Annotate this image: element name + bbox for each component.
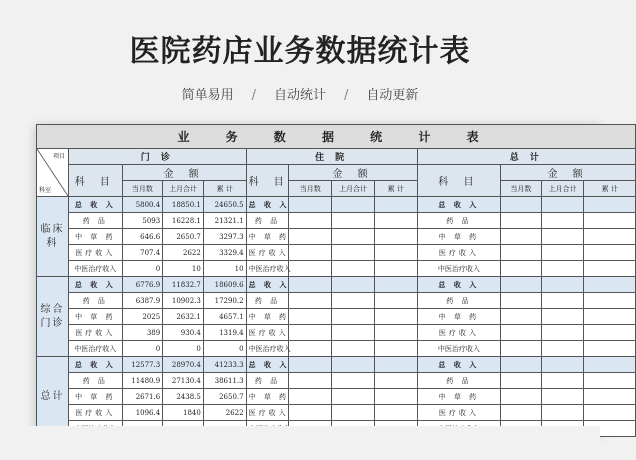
row-label: 医疗收入 xyxy=(246,245,289,261)
amount-cell: 0 xyxy=(203,341,246,357)
empty-cell xyxy=(541,325,584,341)
row-label: 总 收 入 xyxy=(417,357,500,373)
empty-cell xyxy=(332,293,375,309)
empty-cell xyxy=(541,341,584,357)
empty-cell xyxy=(501,229,542,245)
empty-cell xyxy=(374,405,417,421)
row-label: 药 品 xyxy=(246,373,289,389)
empty-cell xyxy=(541,309,584,325)
empty-cell xyxy=(374,357,417,373)
empty-cell xyxy=(289,229,332,245)
row-label: 中 草 药 xyxy=(69,389,122,405)
empty-cell xyxy=(541,261,584,277)
table-row xyxy=(37,197,636,213)
row-label: 总 收 入 xyxy=(69,357,122,373)
amount-cell: 11832.7 xyxy=(163,277,204,293)
row-label: 药 品 xyxy=(246,213,289,229)
empty-cell xyxy=(541,357,584,373)
amount-cell: 2622 xyxy=(163,245,204,261)
statistics-table xyxy=(36,124,636,437)
table-row xyxy=(37,405,636,421)
row-label: 中 草 药 xyxy=(69,309,122,325)
amount-cell: 3297.3 xyxy=(203,229,246,245)
row-label: 医疗收入 xyxy=(69,245,122,261)
row-label: 医疗收入 xyxy=(69,325,122,341)
table-row xyxy=(37,229,636,245)
empty-cell xyxy=(289,309,332,325)
amount-cell: 1096.4 xyxy=(122,405,163,421)
empty-cell xyxy=(541,293,584,309)
empty-cell xyxy=(584,325,636,341)
empty-cell xyxy=(501,213,542,229)
corner-item-label: 项目 xyxy=(53,153,66,160)
empty-cell xyxy=(289,341,332,357)
amount-cell: 12577.3 xyxy=(122,357,163,373)
empty-cell xyxy=(541,229,584,245)
empty-cell xyxy=(584,245,636,261)
row-label: 医疗收入 xyxy=(69,405,122,421)
amount-cell: 16228.1 xyxy=(163,213,204,229)
amount-cell: 1840 xyxy=(163,405,204,421)
amount-cell: 38611.3 xyxy=(203,373,246,389)
empty-cell xyxy=(374,197,417,213)
empty-cell xyxy=(584,341,636,357)
row-label: 总 收 入 xyxy=(246,277,289,293)
empty-cell xyxy=(501,277,542,293)
empty-cell xyxy=(332,197,375,213)
empty-cell xyxy=(374,373,417,389)
row-label: 中医治疗收入 xyxy=(69,341,122,357)
amount-cell: 6776.9 xyxy=(122,277,163,293)
empty-cell xyxy=(501,389,542,405)
empty-cell xyxy=(374,245,417,261)
row-label: 药 品 xyxy=(69,293,122,309)
row-label: 中医治疗收入 xyxy=(246,261,289,277)
amount-cell: 0 xyxy=(163,341,204,357)
empty-cell xyxy=(541,245,584,261)
empty-cell xyxy=(289,245,332,261)
row-label: 总 收 入 xyxy=(69,197,122,213)
col-current-month: 当月数 xyxy=(289,181,332,197)
amount-cell: 10 xyxy=(163,261,204,277)
empty-cell xyxy=(374,261,417,277)
row-label: 总 收 入 xyxy=(417,277,500,293)
empty-cell xyxy=(501,245,542,261)
row-label: 药 品 xyxy=(417,213,500,229)
feature-auto-update: 自动更新 xyxy=(366,88,419,103)
empty-cell xyxy=(374,325,417,341)
feature-auto-stats: 自动统计 xyxy=(273,88,326,103)
empty-cell xyxy=(332,389,375,405)
amount-cell: 6387.9 xyxy=(122,293,163,309)
empty-cell xyxy=(374,277,417,293)
row-label: 中 草 药 xyxy=(417,309,500,325)
empty-cell xyxy=(501,261,542,277)
empty-cell xyxy=(501,325,542,341)
row-label: 中医治疗收入 xyxy=(417,261,500,277)
table-row xyxy=(37,245,636,261)
table-row xyxy=(37,213,636,229)
table-row xyxy=(37,325,636,341)
empty-cell xyxy=(332,245,375,261)
row-label: 总 收 入 xyxy=(417,197,500,213)
row-label: 中 草 药 xyxy=(417,229,500,245)
col-cumulative: 累 计 xyxy=(374,181,417,197)
empty-cell xyxy=(584,309,636,325)
col-current-month: 当月数 xyxy=(122,181,163,197)
feature-easy: 简单易用 xyxy=(181,88,234,103)
subject-header: 科 目 xyxy=(417,165,500,197)
empty-cell xyxy=(541,405,584,421)
amount-cell: 0 xyxy=(122,261,163,277)
department-name: 总计 xyxy=(37,357,69,437)
amount-cell: 646.6 xyxy=(122,229,163,245)
row-label: 中医治疗收入 xyxy=(246,341,289,357)
empty-cell xyxy=(541,389,584,405)
section-inpatient: 住 院 xyxy=(246,149,417,165)
subject-header: 科 目 xyxy=(246,165,289,197)
amount-cell: 18850.1 xyxy=(163,197,204,213)
department-name: 临床科 xyxy=(37,197,69,277)
empty-cell xyxy=(289,405,332,421)
table-row xyxy=(37,277,636,293)
amount-header: 金 额 xyxy=(501,165,636,181)
amount-cell: 17290.2 xyxy=(203,293,246,309)
row-label: 药 品 xyxy=(417,293,500,309)
empty-cell xyxy=(541,197,584,213)
table-row xyxy=(37,309,636,325)
amount-cell: 5800.4 xyxy=(122,197,163,213)
empty-cell xyxy=(584,293,636,309)
amount-cell: 2622 xyxy=(203,405,246,421)
empty-cell xyxy=(332,261,375,277)
row-label: 药 品 xyxy=(417,373,500,389)
empty-cell xyxy=(332,229,375,245)
empty-cell xyxy=(289,389,332,405)
feature-separator: / xyxy=(344,88,349,103)
header-corner xyxy=(37,149,69,197)
table-row xyxy=(37,341,636,357)
empty-cell xyxy=(374,229,417,245)
empty-cell xyxy=(584,197,636,213)
empty-cell xyxy=(584,229,636,245)
feature-separator: / xyxy=(251,88,256,103)
empty-cell xyxy=(332,277,375,293)
row-label: 中 草 药 xyxy=(69,229,122,245)
empty-cell xyxy=(584,213,636,229)
amount-cell: 11480.9 xyxy=(122,373,163,389)
empty-cell xyxy=(289,213,332,229)
page-bottom-fade xyxy=(22,426,600,460)
amount-cell: 10902.3 xyxy=(163,293,204,309)
row-label: 药 品 xyxy=(69,373,122,389)
amount-cell: 0 xyxy=(122,341,163,357)
table-row xyxy=(37,389,636,405)
col-cumulative: 累 计 xyxy=(203,181,246,197)
amount-cell: 10 xyxy=(203,261,246,277)
empty-cell xyxy=(374,341,417,357)
amount-cell: 41233.3 xyxy=(203,357,246,373)
empty-cell xyxy=(332,357,375,373)
amount-cell: 5093 xyxy=(122,213,163,229)
row-label: 药 品 xyxy=(246,293,289,309)
row-label: 总 收 入 xyxy=(246,197,289,213)
empty-cell xyxy=(289,357,332,373)
col-last-month-total: 上月合计 xyxy=(541,181,584,197)
row-label: 中 草 药 xyxy=(417,389,500,405)
amount-cell: 21321.1 xyxy=(203,213,246,229)
empty-cell xyxy=(541,373,584,389)
row-label: 中医治疗收入 xyxy=(69,261,122,277)
empty-cell xyxy=(289,277,332,293)
col-last-month-total: 上月合计 xyxy=(332,181,375,197)
subject-header: 科 目 xyxy=(69,165,122,197)
table-row xyxy=(37,357,636,373)
amount-cell: 24650.5 xyxy=(203,197,246,213)
empty-cell xyxy=(374,213,417,229)
empty-cell xyxy=(332,373,375,389)
amount-cell: 2438.5 xyxy=(163,389,204,405)
empty-cell xyxy=(501,197,542,213)
page-headline: 医院药店业务数据统计表 xyxy=(129,34,471,69)
amount-cell: 2650.7 xyxy=(163,229,204,245)
amount-header: 金 额 xyxy=(122,165,246,181)
table-row xyxy=(37,293,636,309)
empty-cell xyxy=(289,325,332,341)
row-label: 总 收 入 xyxy=(246,357,289,373)
col-cumulative: 累 计 xyxy=(584,181,636,197)
section-total: 总 计 xyxy=(417,149,635,165)
empty-cell xyxy=(289,261,332,277)
col-current-month: 当月数 xyxy=(501,181,542,197)
empty-cell xyxy=(501,293,542,309)
empty-cell xyxy=(501,341,542,357)
empty-cell xyxy=(289,293,332,309)
empty-cell xyxy=(584,405,636,421)
empty-cell xyxy=(541,277,584,293)
empty-cell xyxy=(374,309,417,325)
empty-cell xyxy=(501,357,542,373)
empty-cell xyxy=(501,405,542,421)
empty-cell xyxy=(332,405,375,421)
amount-cell: 389 xyxy=(122,325,163,341)
feature-list xyxy=(0,84,600,103)
row-label: 中 草 药 xyxy=(246,309,289,325)
amount-cell: 2671.6 xyxy=(122,389,163,405)
section-outpatient: 门 诊 xyxy=(69,149,247,165)
empty-cell xyxy=(332,325,375,341)
amount-cell: 707.4 xyxy=(122,245,163,261)
empty-cell xyxy=(584,277,636,293)
amount-cell: 3329.4 xyxy=(203,245,246,261)
department-name: 综合门诊 xyxy=(37,277,69,357)
table-row xyxy=(37,261,636,277)
amount-header: 金 额 xyxy=(289,165,417,181)
amount-cell: 18609.6 xyxy=(203,277,246,293)
corner-dept-label: 科室 xyxy=(39,187,52,194)
col-last-month-total: 上月合计 xyxy=(163,181,204,197)
table-row xyxy=(37,373,636,389)
empty-cell xyxy=(584,261,636,277)
amount-cell: 28970.4 xyxy=(163,357,204,373)
empty-cell xyxy=(584,373,636,389)
row-label: 医疗收入 xyxy=(246,325,289,341)
empty-cell xyxy=(289,373,332,389)
spreadsheet-preview xyxy=(36,124,618,434)
amount-cell: 2632.1 xyxy=(163,309,204,325)
empty-cell xyxy=(332,309,375,325)
amount-cell: 27130.4 xyxy=(163,373,204,389)
amount-cell: 1319.4 xyxy=(203,325,246,341)
empty-cell xyxy=(584,357,636,373)
row-label: 中医治疗收入 xyxy=(417,341,500,357)
empty-cell xyxy=(374,389,417,405)
empty-cell xyxy=(289,197,332,213)
row-label: 医疗收入 xyxy=(417,405,500,421)
row-label: 中 草 药 xyxy=(246,389,289,405)
row-label: 医疗收入 xyxy=(246,405,289,421)
row-label: 中 草 药 xyxy=(246,229,289,245)
table-title: 业 务 数 据 统 计 表 xyxy=(37,125,636,149)
amount-cell: 4657.1 xyxy=(203,309,246,325)
row-label: 药 品 xyxy=(69,213,122,229)
amount-cell: 2650.7 xyxy=(203,389,246,405)
empty-cell xyxy=(332,341,375,357)
amount-cell: 930.4 xyxy=(163,325,204,341)
empty-cell xyxy=(584,389,636,405)
empty-cell xyxy=(541,213,584,229)
row-label: 总 收 入 xyxy=(69,277,122,293)
row-label: 医疗收入 xyxy=(417,245,500,261)
empty-cell xyxy=(332,213,375,229)
amount-cell: 2025 xyxy=(122,309,163,325)
empty-cell xyxy=(374,293,417,309)
row-label: 医疗收入 xyxy=(417,325,500,341)
empty-cell xyxy=(501,309,542,325)
empty-cell xyxy=(501,373,542,389)
